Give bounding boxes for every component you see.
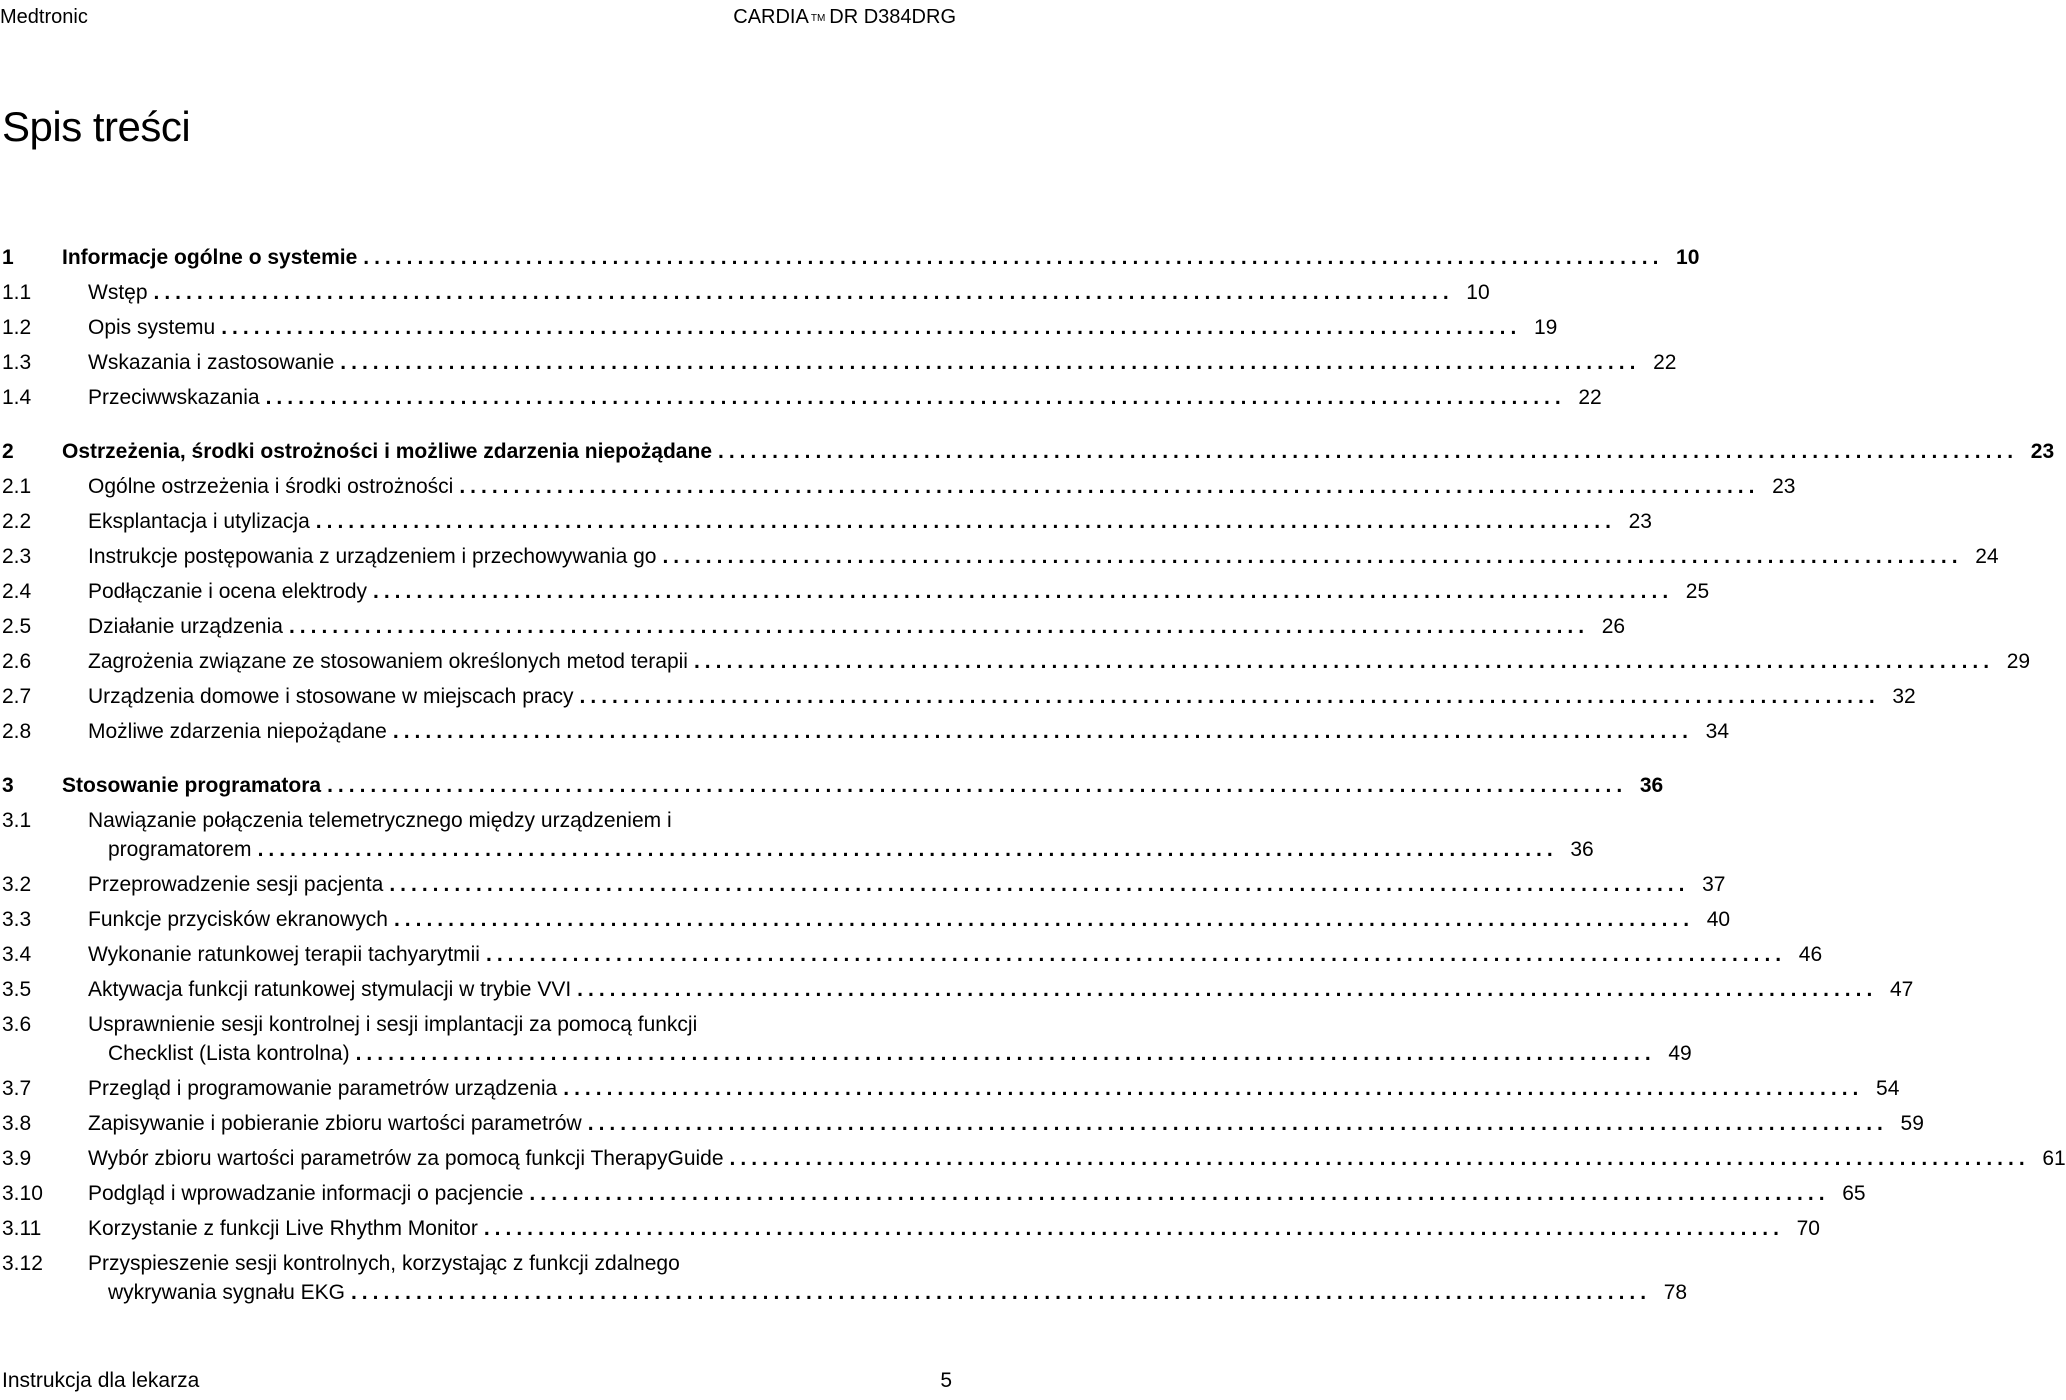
toc-entry-leader-line <box>88 1071 1900 1106</box>
toc-entry-leader-line <box>88 469 1796 504</box>
toc-entry-leader-line <box>88 310 1558 345</box>
toc-entry-leader-line <box>88 574 1710 609</box>
toc-entry-page: 36 <box>1639 774 1664 797</box>
toc-section-entry[interactable] <box>0 1106 1924 1141</box>
toc-section-entry[interactable] <box>0 644 2031 679</box>
toc-section-entry[interactable] <box>0 380 1602 415</box>
toc-entry-leader-line <box>88 1106 1924 1141</box>
toc-entry-page: 22 <box>1578 386 1602 409</box>
toc-chapter-entry[interactable] <box>0 768 1664 803</box>
toc-leader-dots: ........................................................................................................................ <box>718 440 2019 463</box>
toc-entry-number: 3.9 <box>2 1147 32 1170</box>
toc-entry-number: 3.8 <box>2 1112 32 1135</box>
product-name <box>733 4 956 30</box>
toc-entry-title: Korzystanie z funkcji Live Rhythm Monitor <box>88 1217 478 1240</box>
toc-leader-dots: ........................................................................................................................ <box>221 316 1522 339</box>
toc-leader-dots: ........................................................................................................................ <box>485 943 1787 966</box>
toc-entry-page: 22 <box>1653 351 1677 374</box>
toc-chapter-entry[interactable] <box>0 434 2055 469</box>
toc-leader-dots: ........................................................................................................................ <box>389 873 1690 896</box>
toc-entry-page: 70 <box>1796 1217 1820 1240</box>
toc-section-entry[interactable] <box>0 469 1796 504</box>
toc-entry-number: 2.4 <box>2 580 32 603</box>
toc-section-entry[interactable] <box>0 275 1490 310</box>
toc-entry-page: 40 <box>1706 908 1731 931</box>
toc-entry-leader-line <box>88 902 1731 937</box>
toc-entry-page: 34 <box>1705 720 1729 743</box>
toc-leader-dots: ........................................................................................................................ <box>340 351 1641 374</box>
toc-leader-dots: ........................................................................................................................ <box>729 1147 2030 1170</box>
toc-section-entry[interactable] <box>0 574 1710 609</box>
toc-entry-page: 49 <box>1668 1042 1692 1065</box>
toc-entry-title: Informacje ogólne o systemie <box>62 246 358 269</box>
toc-entry-title: Wskazania i zastosowanie <box>88 351 335 374</box>
product-model: DR D384DRG <box>829 6 956 28</box>
toc-entry-title: Urządzenia domowe i stosowane w miejscach pracy <box>88 685 574 708</box>
toc-entry-number: 1.4 <box>2 386 32 409</box>
toc-entry-page: 19 <box>1533 316 1558 339</box>
toc-entry-title: Opis systemu <box>88 316 216 339</box>
table-of-contents <box>0 240 2066 1310</box>
toc-entry-page: 23 <box>2030 440 2055 463</box>
toc-section-entry[interactable] <box>0 1007 1692 1071</box>
toc-leader-dots: ........................................................................................................................ <box>577 978 1878 1001</box>
toc-section-entry[interactable] <box>0 937 1823 972</box>
page-footer <box>0 1366 960 1396</box>
toc-entry-number: 3.1 <box>2 809 32 832</box>
toc-entry-number: 2.2 <box>2 510 32 533</box>
toc-entry-title: Eksplantacja i utylizacja <box>88 510 310 533</box>
toc-entry-page: 23 <box>1772 475 1796 498</box>
toc-entry-title: Zapisywanie i pobieranie zbioru wartości parametrów <box>88 1112 582 1135</box>
toc-entry-page: 10 <box>1466 281 1490 304</box>
toc-entry-number: 3.5 <box>2 978 32 1001</box>
toc-entry-leader-line <box>62 434 2055 469</box>
toc-entry-title: Działanie urządzenia <box>88 615 283 638</box>
toc-leader-dots: ........................................................................................................................ <box>693 650 1995 673</box>
toc-leader-dots: ........................................................................................................................ <box>563 1077 1864 1100</box>
toc-leader-dots: ........................................................................................................................ <box>265 386 1566 409</box>
page-header <box>0 4 960 30</box>
toc-entry-leader-line <box>62 240 1700 275</box>
toc-entry-leader-line <box>88 345 1677 380</box>
toc-section-entry[interactable] <box>0 867 1726 902</box>
toc-entry-page: 47 <box>1889 978 1914 1001</box>
toc-entry-leader-line <box>108 1275 1688 1310</box>
toc-section-entry[interactable] <box>0 972 1914 1007</box>
toc-entry-number: 3.12 <box>2 1252 43 1275</box>
toc-entry-page: 26 <box>1601 615 1626 638</box>
toc-leader-dots: ........................................................................................................................ <box>529 1182 1830 1205</box>
toc-leader-dots: ........................................................................................................................ <box>288 615 1590 638</box>
toc-entry-page: 10 <box>1676 246 1700 269</box>
toc-entry-page: 24 <box>1975 545 1999 568</box>
toc-entry-leader-line <box>88 644 2031 679</box>
toc-entry-number: 3.7 <box>2 1077 32 1100</box>
toc-entry-title: Podłączanie i ocena elektrody <box>88 580 368 603</box>
toc-entry-page: 29 <box>2006 650 2031 673</box>
toc-entry-number: 3.2 <box>2 873 32 896</box>
trademark-mark: TM <box>810 13 826 24</box>
toc-entry-title-line1: Nawiązanie połączenia telemetrycznego między urządzeniem i <box>88 809 672 832</box>
toc-entry-page: 23 <box>1628 510 1652 533</box>
toc-entry-number: 1.2 <box>2 316 32 339</box>
toc-entry-page: 54 <box>1876 1077 1900 1100</box>
page-title: Spis treści <box>2 103 191 150</box>
toc-entry-title: Przeprowadzenie sesji pacjenta <box>88 873 384 896</box>
toc-chapter-entry[interactable] <box>0 240 1700 275</box>
toc-entry-number: 2.7 <box>2 685 32 708</box>
toc-entry-leader-line <box>108 832 1594 867</box>
toc-leader-dots: ........................................................................................................................ <box>483 1217 1784 1240</box>
page-number: 5 <box>940 1369 952 1392</box>
toc-entry-number: 3.3 <box>2 908 32 931</box>
toc-entry-number: 2 <box>2 440 14 463</box>
toc-entry-number: 3.6 <box>2 1013 32 1036</box>
toc-leader-dots: ........................................................................................................................ <box>363 246 1664 269</box>
toc-leader-dots: ........................................................................................................................ <box>327 774 1628 797</box>
toc-entry-title: wykrywania sygnału EKG <box>108 1281 345 1304</box>
toc-entry-number: 2.6 <box>2 650 32 673</box>
toc-entry-title: Ogólne ostrzeżenia i środki ostrożności <box>88 475 454 498</box>
toc-entry-leader-line <box>88 609 1626 644</box>
toc-section-entry[interactable] <box>0 679 1916 714</box>
toc-entry-title: Wstęp <box>88 281 148 304</box>
toc-entry-title: Możliwe zdarzenia niepożądane <box>88 720 387 743</box>
toc-section-entry[interactable] <box>0 1246 1688 1310</box>
toc-leader-dots: ........................................................................................................................ <box>315 510 1616 533</box>
toc-entry-title: Podgląd i wprowadzanie informacji o pacjencie <box>88 1182 524 1205</box>
toc-entry-title: Checklist (Lista kontrolna) <box>108 1042 350 1065</box>
toc-section-entry[interactable] <box>0 1211 1820 1246</box>
toc-leader-dots: ........................................................................................................................ <box>393 908 1695 931</box>
toc-leader-dots: ........................................................................................................................ <box>355 1042 1656 1065</box>
toc-section-entry[interactable] <box>0 1071 1900 1106</box>
toc-entry-title: Ostrzeżenia, środki ostrożności i możliwe zdarzenia niepożądane <box>62 440 712 463</box>
toc-entry-number: 2.3 <box>2 545 32 568</box>
toc-entry-title: Stosowanie programatora <box>62 774 322 797</box>
toc-section-entry[interactable] <box>0 310 1558 345</box>
toc-entry-title: Zagrożenia związane ze stosowaniem określonych metod terapii <box>88 650 688 673</box>
toc-section-entry[interactable] <box>0 803 1594 867</box>
toc-entry-title-line1: Przyspieszenie sesji kontrolnych, korzystając z funkcji zdalnego <box>88 1252 680 1275</box>
toc-entry-page: 78 <box>1663 1281 1688 1304</box>
toc-entry-leader-line <box>88 504 1652 539</box>
toc-entry-title: programatorem <box>108 838 252 861</box>
toc-entry-leader-line <box>88 867 1726 902</box>
toc-section-entry[interactable] <box>0 1141 2066 1176</box>
toc-leader-dots: ........................................................................................................................ <box>153 281 1454 304</box>
toc-entry-page: 37 <box>1702 873 1726 896</box>
toc-leader-dots: ........................................................................................................................ <box>459 475 1760 498</box>
toc-entry-page: 25 <box>1685 580 1710 603</box>
toc-section-entry[interactable] <box>0 1176 1866 1211</box>
toc-leader-dots: ........................................................................................................................ <box>373 580 1674 603</box>
toc-entry-title: Przeciwwskazania <box>88 386 260 409</box>
toc-section-entry[interactable] <box>0 345 1677 380</box>
toc-entry-title: Aktywacja funkcji ratunkowej stymulacji w trybie VVI <box>88 978 572 1001</box>
toc-entry-page: 65 <box>1842 1182 1866 1205</box>
toc-entry-number: 2.5 <box>2 615 32 638</box>
toc-entry-number: 1.1 <box>2 281 32 304</box>
toc-leader-dots: ........................................................................................................................ <box>392 720 1693 743</box>
toc-entry-title: Przegląd i programowanie parametrów urządzenia <box>88 1077 558 1100</box>
toc-entry-leader-line <box>62 768 1664 803</box>
toc-entry-leader-line <box>88 679 1916 714</box>
toc-entry-number: 2.1 <box>2 475 32 498</box>
toc-entry-leader-line <box>108 1036 1692 1071</box>
toc-entry-leader-line <box>88 539 1999 574</box>
toc-section-entry[interactable] <box>0 504 1652 539</box>
toc-entry-leader-line <box>88 1176 1866 1211</box>
toc-entry-leader-line <box>88 1141 2066 1176</box>
toc-entry-number: 1.3 <box>2 351 32 374</box>
toc-entry-leader-line <box>88 1211 1820 1246</box>
toc-entry-title: Wybór zbioru wartości parametrów za pomocą funkcji TherapyGuide <box>88 1147 724 1170</box>
toc-leader-dots: ........................................................................................................................ <box>257 838 1558 861</box>
toc-entry-number: 3.10 <box>2 1182 43 1205</box>
product-brand: CARDIA <box>733 6 809 28</box>
toc-entry-leader-line <box>88 380 1602 415</box>
toc-entry-page: 59 <box>1900 1112 1924 1135</box>
toc-entry-title: Instrukcje postępowania z urządzeniem i przechowywania go <box>88 545 657 568</box>
toc-section-entry[interactable] <box>0 714 1729 749</box>
toc-entry-number: 3.11 <box>2 1217 42 1240</box>
toc-leader-dots: ........................................................................................................................ <box>587 1112 1888 1135</box>
toc-entry-leader-line <box>88 714 1729 749</box>
toc-leader-dots: ........................................................................................................................ <box>350 1281 1652 1304</box>
manufacturer-name: Medtronic <box>0 6 88 28</box>
toc-entry-page: 46 <box>1798 943 1823 966</box>
toc-entry-leader-line <box>88 275 1490 310</box>
toc-entry-number: 1 <box>2 246 14 269</box>
toc-leader-dots: ........................................................................................................................ <box>579 685 1880 708</box>
document-name: Instrukcja dla lekarza <box>2 1369 200 1392</box>
toc-section-entry[interactable] <box>0 902 1731 937</box>
toc-entry-page: 61 <box>2042 1147 2066 1170</box>
toc-section-entry[interactable] <box>0 539 1999 574</box>
toc-entry-title: Funkcje przycisków ekranowych <box>88 908 388 931</box>
toc-entry-number: 3.4 <box>2 943 32 966</box>
toc-entry-page: 36 <box>1570 838 1594 861</box>
toc-entry-title: Wykonanie ratunkowej terapii tachyarytmii <box>88 943 480 966</box>
toc-entry-number: 2.8 <box>2 720 32 743</box>
toc-entry-page: 32 <box>1892 685 1916 708</box>
toc-section-entry[interactable] <box>0 609 1626 644</box>
toc-entry-title-line1: Usprawnienie sesji kontrolnej i sesji implantacji za pomocą funkcji <box>88 1013 698 1036</box>
toc-entry-leader-line <box>88 937 1823 972</box>
toc-entry-leader-line <box>88 972 1914 1007</box>
toc-entry-number: 3 <box>2 774 14 797</box>
toc-leader-dots: ........................................................................................................................ <box>662 545 1963 568</box>
